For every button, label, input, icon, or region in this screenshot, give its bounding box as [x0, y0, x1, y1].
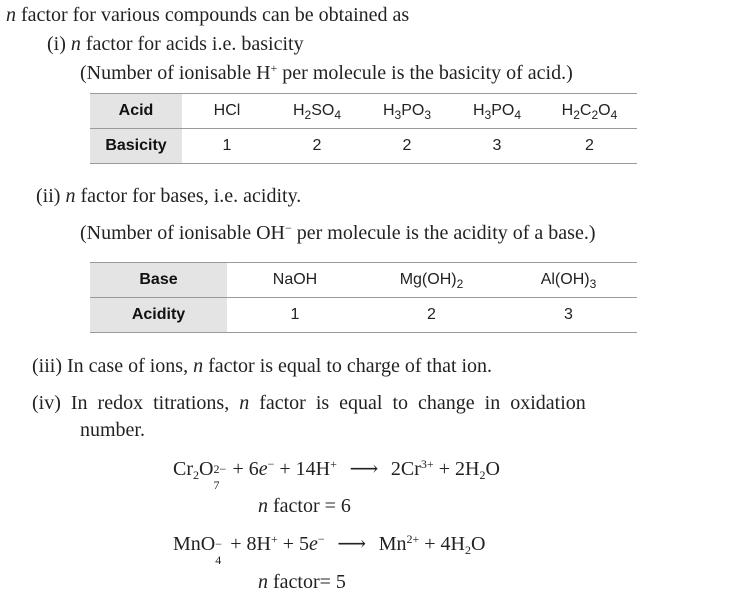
- reaction-arrow-icon: ⟶: [337, 533, 367, 555]
- basicity-value: 2: [362, 129, 452, 164]
- n-symbol: n: [239, 392, 250, 414]
- eq-sup: 3+: [420, 456, 434, 471]
- formula-subscript: 3: [394, 108, 402, 123]
- eq-sup: +: [270, 531, 278, 546]
- item-iii-number: (iii): [32, 355, 62, 377]
- basicity-row-label: Basicity: [90, 129, 182, 164]
- formula-subscript: 4: [334, 108, 342, 123]
- acid-cell: [272, 94, 362, 129]
- acidity-row: [90, 298, 637, 333]
- n-symbol: n: [70, 33, 81, 55]
- base-cell: [500, 263, 637, 298]
- formula-subscript: 2: [591, 108, 599, 123]
- n-symbol: n: [65, 185, 76, 207]
- formula-text: Mg(OH): [399, 271, 457, 288]
- redox-equation-permanganate: MnO − 4 + 8H+ + 5e− ⟶ $Mn^{2+} + 4H_2O$: [173, 531, 486, 567]
- formula-text: H: [292, 102, 305, 119]
- eq-term: + 2H: [433, 458, 480, 480]
- item-i-text: factor for acids i.e. basicity: [80, 33, 304, 55]
- item-iv-continued: [80, 419, 145, 442]
- basicity-value: 2: [542, 129, 637, 164]
- acid-row: [90, 94, 637, 129]
- formula-subscript: 3: [424, 108, 432, 123]
- item-i-heading: [47, 33, 304, 56]
- n-factor-text: factor = 6: [268, 495, 351, 517]
- base-row: [90, 263, 637, 298]
- acidity-value: 1: [227, 298, 363, 333]
- formula-text: H: [472, 102, 485, 119]
- formula-text: H: [561, 102, 574, 119]
- base-row-label: Base: [90, 263, 227, 298]
- eq-term: + 6: [232, 458, 259, 480]
- formula-text: H: [382, 102, 395, 119]
- eq-term: MnO: [173, 533, 216, 555]
- eq-term: + 5: [277, 533, 310, 555]
- formula-text: O: [598, 102, 611, 119]
- formula-subscript: 2: [573, 108, 580, 123]
- formula-text: PO: [401, 102, 425, 119]
- redox-equation-dichromate: $Cr_2O$ 2− 7 + 6e− + 14H+ ⟶ $2Cr^{3+} + 2H_2O$: [173, 456, 500, 492]
- base-cell: [363, 263, 500, 298]
- item-i-number: (i): [47, 33, 66, 55]
- acid-row-label: Acid: [90, 94, 182, 129]
- item-ii-number: (ii): [36, 185, 61, 207]
- eq-sup: +: [330, 456, 337, 471]
- intro-text: factor for various compounds can be obtained as: [16, 4, 410, 26]
- item-iv-text: In redox titrations,: [70, 392, 240, 414]
- electron-symbol: e: [258, 458, 268, 480]
- electron-symbol: e: [309, 533, 318, 555]
- item-ii-note: [80, 222, 596, 245]
- intro-line: [6, 4, 409, 27]
- acid-cell: [452, 94, 542, 129]
- note-text: (Number of ionisable H: [80, 62, 271, 84]
- item-iii-text: In case of ions,: [67, 355, 194, 377]
- eq-term: Cr: [173, 458, 193, 480]
- n-symbol: n: [258, 571, 268, 593]
- acid-cell: [182, 94, 272, 129]
- eq-sub: 2: [193, 468, 199, 483]
- eq-sup: −: [317, 531, 325, 546]
- charge-sup: +: [270, 60, 278, 75]
- acidity-value: 2: [363, 298, 500, 333]
- base-cell: [227, 263, 363, 298]
- eq-term: Mn: [378, 533, 407, 555]
- item-iv-number: (iv): [32, 392, 61, 414]
- formula-text: C: [579, 102, 592, 119]
- note-text: per molecule is the acidity of a base.): [291, 222, 596, 244]
- acid-cell: [542, 94, 637, 129]
- n-factor-result-1: [258, 495, 351, 518]
- eq-term: 2Cr: [390, 458, 421, 480]
- item-iv-text: factor is equal to change in oxidation: [249, 392, 586, 414]
- formula-subscript: 3: [484, 108, 492, 123]
- eq-sup: −: [267, 456, 275, 471]
- n-factor-result-2: [258, 571, 346, 594]
- eq-term: O: [485, 458, 500, 480]
- item-iv-text: number.: [80, 419, 145, 441]
- eq-sub: 2: [465, 543, 472, 558]
- acid-cell: [362, 94, 452, 129]
- item-ii-heading: [36, 185, 301, 208]
- reaction-arrow-icon: ⟶: [349, 458, 379, 480]
- eq-sub: 2: [479, 468, 486, 483]
- item-ii-text: factor for bases, i.e. acidity.: [75, 185, 302, 207]
- acid-basicity-table: [90, 93, 637, 164]
- formula-text: PO: [491, 102, 515, 119]
- item-i-note: [80, 62, 573, 85]
- basicity-value: 3: [452, 129, 542, 164]
- formula-subscript: 2: [456, 277, 464, 292]
- n-factor-text: factor= 5: [268, 571, 346, 593]
- acidity-row-label: Acidity: [90, 298, 227, 333]
- note-text: per molecule is the basicity of acid.): [277, 62, 573, 84]
- acidity-value: 3: [500, 298, 637, 333]
- basicity-row: [90, 129, 637, 164]
- formula-text: HCl: [213, 102, 241, 119]
- eq-term: + 14H: [274, 458, 331, 480]
- eq-sup: 2+: [406, 531, 420, 546]
- basicity-value: 1: [182, 129, 272, 164]
- note-text: (Number of ionisable OH: [80, 222, 285, 244]
- eq-term: + 8H: [230, 533, 271, 555]
- eq-term: + 4H: [419, 533, 466, 555]
- item-iii: [32, 355, 492, 378]
- eq-term: O: [199, 458, 214, 480]
- n-symbol: n: [258, 495, 268, 517]
- n-symbol: n: [6, 4, 16, 26]
- item-iii-text: factor is equal to charge of that ion.: [203, 355, 493, 377]
- formula-subscript: 4: [514, 108, 522, 123]
- formula-subscript: 4: [610, 108, 618, 123]
- formula-text: NaOH: [272, 271, 318, 288]
- formula-text: SO: [311, 102, 335, 119]
- n-symbol: n: [193, 355, 204, 377]
- charge-sup: −: [284, 220, 292, 235]
- base-acidity-table: [90, 262, 637, 333]
- eq-term: O: [471, 533, 486, 555]
- item-iv: [32, 392, 722, 415]
- formula-subscript: 3: [589, 277, 597, 292]
- formula-text: Al(OH): [540, 271, 590, 288]
- formula-subscript: 2: [304, 108, 312, 123]
- basicity-value: 2: [272, 129, 362, 164]
